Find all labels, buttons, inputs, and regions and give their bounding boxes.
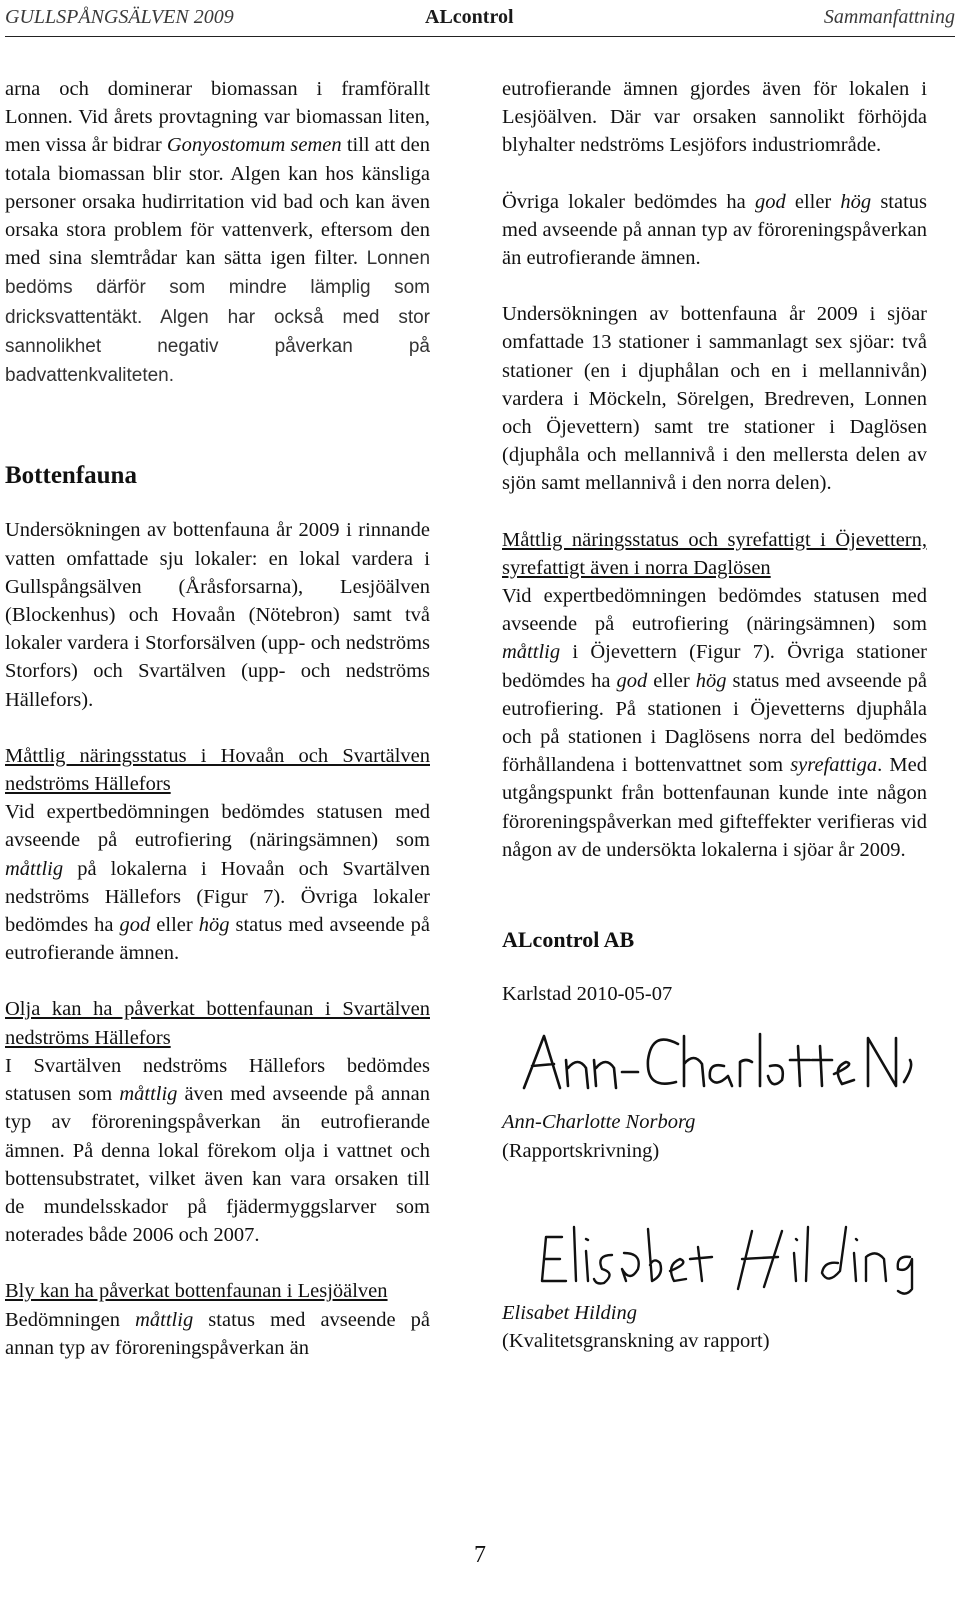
intro-paragraph: arna och dominerar biomassan i framförallt Lonnen. Vid årets provtagning var biomassan liten, men vissa år bidrar Gonyostomum semen till att den totala biomassan blir stor. Algen kan hos känsliga personer orsaka hudirritation vid bad och kan även orsaka stora problem för vattenverk, eftersom den med sina slemtrådar kan sätta igen filter. Lonnen bedöms därför som mindre lämplig som dricksvattentäkt. Algen har också med stor sannolikhet negativ påverkan på badvattenkvaliteten. bbox=[5, 78, 431, 387]
signature-elisabet-hilding bbox=[502, 1207, 927, 1299]
subsection-olja: Olja kan ha påverkat bottenfaunan i Svartälven nedströms Hällefors I Svartälven nedströms Hällefors bedömdes statusen som måttlig även med avseende på annan typ av föroreningspåverkan än eutrofierande ämnen. På denna lokal förekom olja i vattnet och bottensubstratet, vilket även kan vara orsaken till de mundelsskador på fjädermyggslarver som noterades både 2006 och 2007. bbox=[5, 998, 431, 1247]
section-title: Bottenfauna bbox=[5, 462, 137, 490]
signer-name: Ann-Charlotte Norborg bbox=[502, 1111, 696, 1134]
left-column bbox=[5, 75, 430, 1362]
subsection-hovaan: Måttlig näringsstatus i Hovaån och Svartälven nedströms Hällefors Vid expertbedömningen bedömdes statusen med avseende på eutrofiering (näringsämnen) som måttlig på lokalerna i Hovaån och Svartälven nedströms Hällefors (Figur 7). Övriga lokaler bedömdes ha god eller hög status med avseende på eutrofierande ämnen. bbox=[5, 744, 431, 965]
signer-name: Elisabet Hilding bbox=[502, 1301, 637, 1324]
sjoar-paragraph: Undersökningen av bottenfauna år 2009 i sjöar omfattade 13 stationer i sammanlagt sex sjöar: två stationer (en i djuphålan och en i mellannivån) vardera i Möckeln, Sörelgen, Bredreven, Lonnen och Öjevettern) samt tre stationer i Daglösen (djuphåla och mellannivå i den mellersta delen av sjön samt mellannivå i den norra delen). bbox=[502, 303, 927, 495]
ovriga-lokaler-paragraph: Övriga lokaler bedömdes ha god eller hög status med avseende på annan typ av föroreningspåverkan än eutrofierande ämnen. bbox=[502, 190, 928, 270]
header-report-title: GULLSPÅNGSÄLVEN 2009 bbox=[5, 6, 234, 28]
place-date: Karlstad 2010-05-07 bbox=[502, 983, 673, 1006]
subsection-heading: Bly kan ha påverkat bottenfaunan i Lesjöälven bbox=[5, 1280, 388, 1303]
header-company: ALcontrol bbox=[425, 6, 514, 28]
subsection-heading: Olja kan ha påverkat bottenfaunan i Svartälven nedströms Hällefors bbox=[5, 998, 430, 1049]
lesjoalven-paragraph: eutrofierande ämnen gjordes även för lokalen i Lesjöälven. Där var orsaken sannolikt förhöjda blyhalter nedströms Lesjöfors industriområde. bbox=[502, 78, 927, 157]
subsection-heading: Måttlig näringsstatus och syrefattigt i Öjevettern, syrefattigt även i norra Daglösen bbox=[502, 528, 927, 579]
right-column bbox=[502, 75, 927, 1355]
company-name: ALcontrol AB bbox=[502, 927, 635, 953]
subsection-bly: Bly kan ha påverkat bottenfaunan i Lesjöälven Bedömningen måttlig status med avseende på annan typ av föroreningspåverkan än bbox=[5, 1280, 431, 1359]
handwritten-signature-2 bbox=[502, 1207, 922, 1299]
header-divider bbox=[5, 36, 955, 37]
signer-role: (Rapportskrivning) bbox=[502, 1139, 660, 1162]
subsection-ojevettern: Måttlig näringsstatus och syrefattigt i Öjevettern, syrefattigt även i norra Daglösen Vid expertbedömningen bedömdes statusen med avseende på eutrofiering (näringsämnen) som måttlig i Öjevettern (Figur 7). Övriga stationer bedömdes ha god eller hög status med avseende på eutrofiering. På stationen i Öjevetterns djuphåla och på stationen i Daglösens norra del bedömdes förhållandena i bottenvattnet som syrefattiga. Med utgångspunkt från bottenfaunan kunde inte någon föroreningspåverkan med gifteffekter verifieras vid någon av de undersökta lokalerna i sjöar år 2009. bbox=[502, 528, 927, 861]
header-section: Sammanfattning bbox=[823, 6, 955, 28]
signature-ann-charlotte-norborg bbox=[502, 1016, 927, 1108]
handwritten-signature-1 bbox=[502, 1016, 922, 1108]
bottenfauna-intro: Undersökningen av bottenfauna år 2009 i rinnande vatten omfattade sju lokaler: en lokal vardera i Gullspångsälven (Åråsforsarna), Lesjöälven (Blockenhus) och Hovaån (Nötebron) samt två lokaler vardera i Storforsälven (upp- och nedströms Storfors) och Svartälven (upp- och nedströms Hällefors). bbox=[5, 519, 430, 711]
page-header bbox=[5, 0, 955, 36]
signer-role: (Kvalitetsgranskning av rapport) bbox=[502, 1330, 770, 1353]
page-number: 7 bbox=[474, 1542, 486, 1568]
subsection-heading: Måttlig näringsstatus i Hovaån och Svartälven nedströms Hällefors bbox=[5, 744, 430, 796]
